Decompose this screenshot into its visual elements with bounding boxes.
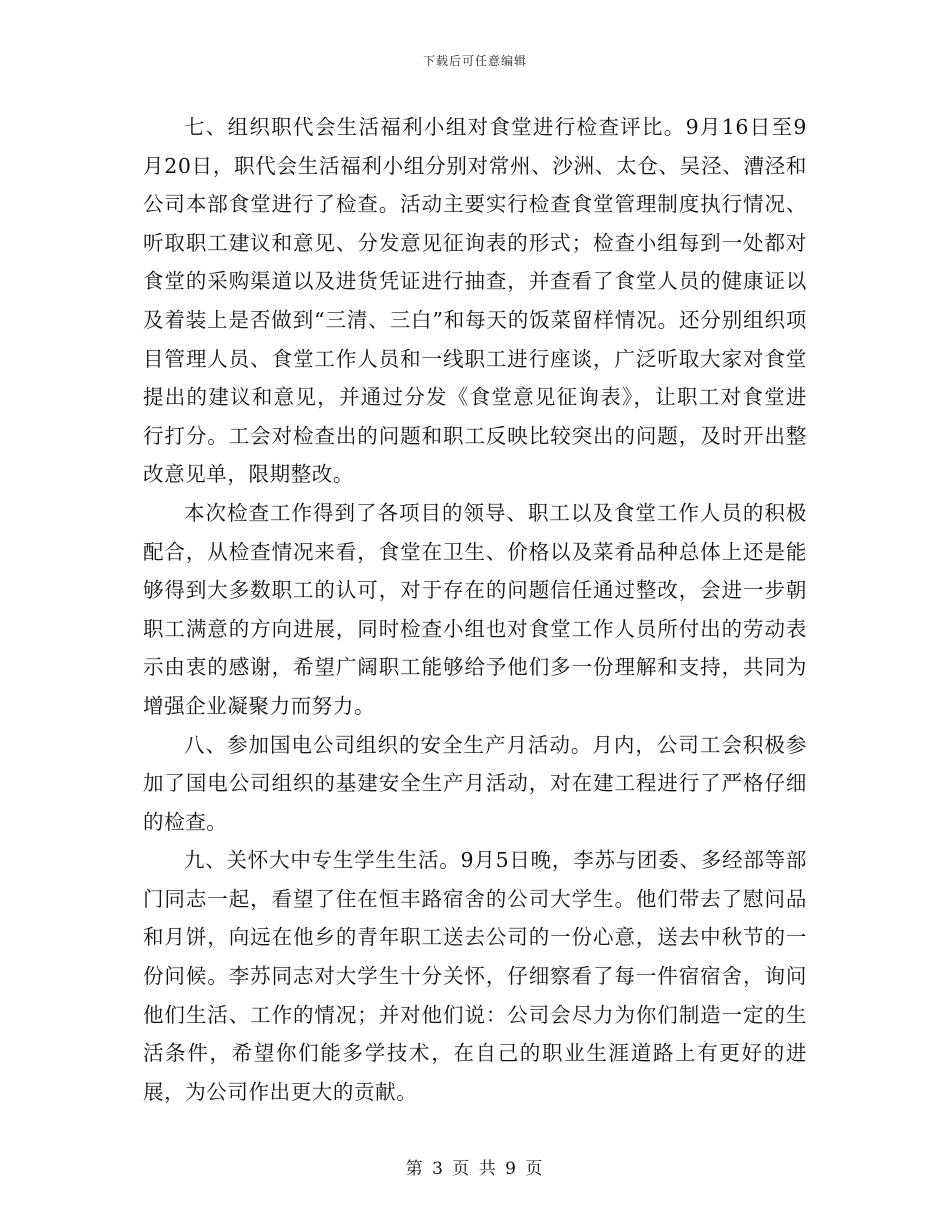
paragraph-section-nine: 九、关怀大中专生学生生活。9月5日晚，李苏与团委、多经部等部门同志一起，看望了住在恒丰路宿舍的公司大学生。他们带去了慰问品和月饼，向远在他乡的青年职工送去公司的一份心意，送去中秋节的一份问候。李苏同志对大学生十分关怀，仔细察看了每一件宿宿舍，询问他们生活、工作的情况；并对他们说：公司会尽力为你们制造一定的生活条件，希望你们能多学技术，在自己的职业生涯道路上有更好的进展，为公司作出更大的贡献。 [143, 848, 807, 1104]
paragraph-inspection-summary: 本次检查工作得到了各项目的领导、职工以及食堂工作人员的积极配合，从检查情况来看，食堂在卫生、价格以及菜肴品种总体上还是能够得到大多数职工的认可，对于存在的问题信任通过整改，会进一步朝职工满意的方向进展，同时检查小组也对食堂工作人员所付出的劳动表示由衷的感谢，希望广阔职工能够给予他们多一份理解和支持，共同为增强企业凝聚力而努力。 [143, 500, 807, 718]
page-number-footer: 第 3 页 共 9 页 [405, 1159, 545, 1179]
paragraph-section-seven: 七、组织职代会生活福利小组对食堂进行检查评比。9月16日至9月20日，职代会生活福利小组分别对常州、沙洲、太仓、吴泾、漕泾和公司本部食堂进行了检查。活动主要实行检查食堂管理制度执行情况、听取职工建议和意见、分发意见征询表的形式；检查小组每到一处都对食堂的采购渠道以及进货凭证进行抽查，并查看了食堂人员的健康证以及着装上是否做到“三清、三白”和每天的饭菜留样情况。还分别组织项目管理人员、食堂工作人员和一线职工进行座谈，广泛听取大家对食堂提出的建议和意见，并通过分发《食堂意见征询表》，让职工对食堂进行打分。工会对检查出的问题和职工反映比较突出的问题，及时开出整改意见单，限期整改。 [143, 115, 807, 487]
paragraph-section-eight: 八、参加国电公司组织的安全生产月活动。月内，公司工会积极参加了国电公司组织的基建安全生产月活动，对在建工程进行了严格仔细的检查。 [143, 732, 807, 834]
page-header-note: 下载后可任意编辑 [422, 54, 527, 68]
document-body [143, 108, 807, 1111]
